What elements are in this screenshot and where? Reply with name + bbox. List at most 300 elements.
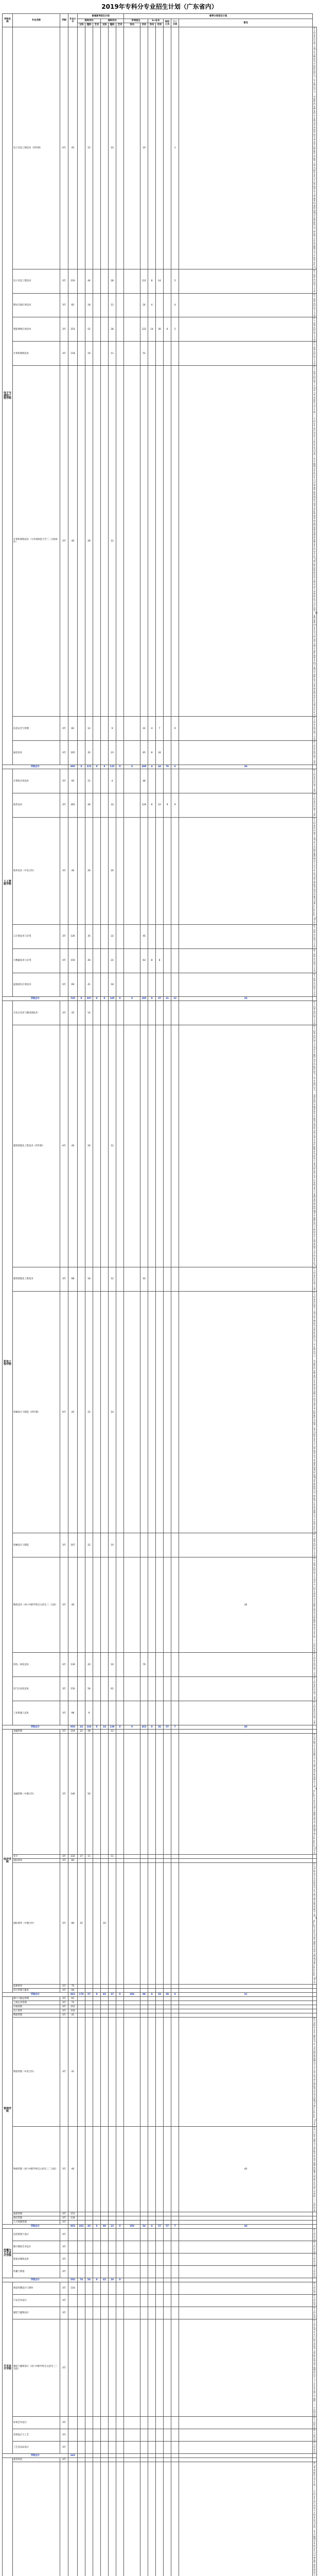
- plan-cell: [164, 2417, 171, 2429]
- plan-cell: [164, 924, 171, 948]
- plan-cell: [148, 2005, 156, 2009]
- plan-cell: [179, 1267, 313, 1291]
- major-subtotal: 212: [68, 2005, 78, 2009]
- plan-cell: [164, 2266, 171, 2278]
- study-years: [60, 2462, 68, 2576]
- plan-cell: [148, 2295, 156, 2307]
- study-years: 3年: [60, 769, 68, 793]
- plan-cell: [140, 2282, 148, 2295]
- plan-cell: [171, 817, 179, 924]
- notes-cell: ①与华南师范大学开展三二分段专升本应用型人才培养试点，完成三年学期满学业的学生可以参加考核选拔，符合: [313, 2462, 317, 2576]
- plan-cell: [101, 293, 109, 317]
- plan-cell: [171, 1291, 179, 1533]
- plan-cell: [140, 1984, 148, 1988]
- plan-cell: [101, 948, 109, 973]
- notes-cell: [313, 1725, 317, 1729]
- plan-cell: 0: [171, 1992, 179, 1996]
- plan-cell: [124, 2221, 140, 2225]
- plan-cell: [140, 2216, 148, 2221]
- plan-cell: [78, 2462, 85, 2576]
- plan-cell: [116, 717, 124, 741]
- plan-cell: [101, 793, 109, 818]
- plan-cell: [116, 2126, 124, 2212]
- plan-cell: [101, 1855, 109, 1859]
- plan-cell: [171, 1677, 179, 1701]
- plan-cell: [148, 2429, 156, 2442]
- plan-cell: [156, 2319, 164, 2417]
- plan-cell: [124, 1291, 140, 1533]
- plan-cell: [85, 1984, 93, 1988]
- plan-cell: [116, 817, 124, 924]
- plan-cell: [156, 1653, 164, 1677]
- major-subtotal: 150: [68, 2009, 78, 2013]
- plan-cell: [101, 2253, 109, 2266]
- plan-cell: [93, 948, 101, 973]
- plan-cell: 37: [78, 1855, 85, 1859]
- plan-cell: [148, 2229, 156, 2241]
- major-subtotal: 165: [68, 741, 78, 765]
- study-years: 3年: [60, 1733, 68, 1854]
- major-name: 数控技术（对口中职学校自主招生三二分段）: [13, 1557, 60, 1653]
- plan-cell: [140, 2009, 148, 2013]
- plan-cell: [101, 1677, 109, 1701]
- plan-cell: [179, 1863, 313, 1984]
- subtotal-count: 502: [68, 2278, 78, 2282]
- plan-cell: 12: [109, 1729, 116, 1733]
- plan-cell: [124, 2458, 140, 2462]
- plan-cell: 98: [140, 1992, 148, 1996]
- major-name: 社区管理与服务: [13, 1988, 60, 1992]
- major-subtotal: [68, 2221, 78, 2225]
- plan-cell: [156, 973, 164, 997]
- plan-cell: [179, 741, 313, 765]
- plan-cell: 12: [171, 997, 179, 1001]
- major-subtotal: 134: [68, 2216, 78, 2221]
- study-years: 3年: [60, 293, 68, 317]
- notes-cell: ①不招色盲: [313, 2241, 317, 2253]
- plan-cell: [101, 1733, 109, 1854]
- plan-cell: [93, 2221, 101, 2225]
- major-subtotal: 86: [68, 1863, 78, 1984]
- plan-cell: [179, 1533, 313, 1557]
- major-name: 金融管理（中澳合作）: [13, 1733, 60, 1854]
- plan-cell: [156, 2429, 164, 2442]
- plan-cell: [93, 1984, 101, 1988]
- plan-cell: [78, 27, 85, 269]
- plan-cell: [140, 1996, 148, 2001]
- plan-cell: [93, 1863, 101, 1984]
- plan-cell: [164, 2221, 171, 2225]
- plan-cell: [124, 2454, 140, 2458]
- plan-cell: [116, 1001, 124, 1025]
- plan-cell: 0: [124, 1725, 140, 1729]
- plan-cell: [148, 2454, 156, 2458]
- major-name: 建筑智能化工程技术（四年制）: [13, 1025, 60, 1267]
- plan-cell: [116, 1267, 124, 1291]
- plan-cell: [78, 2429, 85, 2442]
- plan-cell: [140, 1855, 148, 1859]
- plan-cell: [171, 2278, 179, 2282]
- plan-cell: [116, 924, 124, 948]
- plan-cell: [116, 2442, 124, 2454]
- plan-cell: [116, 2229, 124, 2241]
- plan-cell: [140, 1859, 148, 1863]
- plan-cell: [124, 2417, 140, 2429]
- plan-cell: [148, 2009, 156, 2013]
- major-name: 软件技术（中美合作）: [13, 817, 60, 924]
- plan-cell: 285: [140, 997, 148, 1001]
- plan-cell: [116, 2458, 124, 2462]
- table-row: [3, 1859, 317, 1863]
- plan-cell: [116, 2319, 124, 2417]
- plan-cell: [140, 2266, 148, 2278]
- plan-cell: [179, 2307, 313, 2319]
- major-name: 机械设计与制造: [13, 1533, 60, 1557]
- plan-cell: [140, 2458, 148, 2462]
- plan-cell: [171, 2017, 179, 2126]
- plan-cell: [179, 2229, 313, 2241]
- plan-cell: 5: [171, 317, 179, 342]
- plan-cell: 11: [85, 1855, 93, 1859]
- plan-cell: [171, 973, 179, 997]
- plan-cell: [164, 2241, 171, 2253]
- major-subtotal: 126: [68, 924, 78, 948]
- plan-cell: [85, 2005, 93, 2009]
- notes-cell: ①只录取有专业志愿考生；②与澳大利亚新南威尔士州（TAFE）合作办学，部分课程采用英文授课，学费19000元/学年: [313, 1733, 317, 1854]
- major-name: 国际商务: [13, 1859, 60, 1863]
- plan-cell: [171, 1859, 179, 1863]
- plan-cell: [101, 1533, 109, 1557]
- study-years: 3年: [60, 2221, 68, 2225]
- plan-cell: [156, 366, 164, 717]
- plan-cell: [140, 2462, 148, 2576]
- plan-cell: 1: [171, 27, 179, 269]
- plan-cell: [179, 2009, 313, 2013]
- header-subtotal: 专业小计: [68, 14, 78, 27]
- plan-cell: [116, 2429, 124, 2442]
- plan-cell: [93, 924, 101, 948]
- major-name: 人力资源管理: [13, 2221, 60, 2225]
- plan-cell: [93, 1733, 101, 1854]
- plan-cell: [124, 793, 140, 818]
- plan-cell: [156, 2417, 164, 2429]
- notes-cell: [313, 2212, 317, 2216]
- plan-cell: [101, 2442, 109, 2454]
- plan-cell: 28: [85, 366, 93, 717]
- plan-cell: [109, 1996, 116, 2001]
- plan-cell: [140, 973, 148, 997]
- plan-cell: [78, 1859, 85, 1863]
- plan-cell: 463: [140, 1725, 148, 1729]
- major-subtotal: [68, 2417, 78, 2429]
- plan-cell: 207: [85, 997, 93, 1001]
- major-subtotal: 139: [68, 1653, 78, 1677]
- table-row: [3, 2429, 317, 2442]
- plan-cell: 9: [164, 793, 171, 818]
- major-subtotal: 151: [68, 2212, 78, 2216]
- plan-cell: [179, 1701, 313, 1725]
- plan-cell: 19: [109, 2278, 116, 2282]
- plan-cell: [148, 1267, 156, 1291]
- plan-cell: [101, 2462, 109, 2576]
- plan-cell: [124, 1025, 140, 1267]
- plan-cell: [101, 2241, 109, 2253]
- major-name: 物流管理（中美合作）: [13, 2017, 60, 2126]
- plan-cell: [109, 2458, 116, 2462]
- plan-cell: [171, 2216, 179, 2221]
- plan-cell: [78, 2282, 85, 2295]
- plan-cell: 79: [140, 1653, 148, 1677]
- major-subtotal: 40: [68, 817, 78, 924]
- plan-cell: [93, 2212, 101, 2216]
- plan-cell: [171, 1267, 179, 1291]
- plan-cell: [93, 2282, 101, 2295]
- notes-cell: ①不招色盲: [313, 2295, 317, 2307]
- plan-cell: [85, 2241, 93, 2253]
- study-years: 3年: [60, 741, 68, 765]
- plan-cell: [140, 1729, 148, 1733]
- plan-cell: 10: [109, 27, 116, 269]
- plan-cell: 9: [171, 717, 179, 741]
- major-subtotal: 41: [68, 2017, 78, 2126]
- plan-cell: [179, 2278, 313, 2282]
- plan-cell: [179, 1677, 313, 1701]
- plan-cell: [116, 2417, 124, 2429]
- plan-cell: [109, 2253, 116, 2266]
- study-years: 3年: [60, 924, 68, 948]
- notes-cell: [313, 1996, 317, 2001]
- major-name: [13, 2462, 60, 2576]
- plan-cell: [124, 2009, 140, 2013]
- plan-cell: [140, 1677, 148, 1701]
- plan-cell: [164, 27, 171, 269]
- study-years: 3年: [60, 2001, 68, 2005]
- plan-cell: [124, 2295, 140, 2307]
- plan-cell: [124, 2429, 140, 2442]
- plan-cell: 46: [140, 769, 148, 793]
- plan-cell: [148, 2417, 156, 2429]
- table-row: [3, 2126, 317, 2212]
- major-name: 产品艺术设计: [13, 2295, 60, 2307]
- plan-cell: [124, 1267, 140, 1291]
- plan-cell: [140, 1025, 148, 1267]
- study-years: 3年: [60, 2295, 68, 2307]
- plan-cell: 20: [85, 1653, 93, 1677]
- plan-cell: 14: [85, 1001, 93, 1025]
- plan-cell: 42: [101, 2278, 109, 2282]
- plan-cell: [164, 1001, 171, 1025]
- plan-cell: 8: [148, 948, 156, 973]
- plan-cell: [164, 342, 171, 366]
- plan-cell: [171, 1988, 179, 1992]
- plan-cell: [85, 2458, 93, 2462]
- plan-cell: [164, 2278, 171, 2282]
- plan-cell: [148, 2282, 156, 2295]
- plan-cell: [171, 1855, 179, 1859]
- plan-cell: [179, 2462, 313, 2576]
- plan-cell: [171, 1863, 179, 1984]
- major-name: 大数据技术与应用: [13, 948, 60, 973]
- plan-cell: 0: [116, 1725, 124, 1729]
- plan-cell: [101, 2282, 109, 2295]
- plan-cell: [101, 2458, 109, 2462]
- plan-cell: [109, 2212, 116, 2216]
- table-row: [3, 2005, 317, 2009]
- plan-cell: 49: [85, 793, 93, 818]
- major-subtotal: 75: [68, 1984, 78, 1988]
- plan-cell: [78, 2001, 85, 2005]
- study-years: 3年: [60, 2266, 68, 2278]
- header-years: 学制: [60, 14, 68, 27]
- plan-cell: 40: [179, 1557, 313, 1653]
- plan-cell: [85, 2253, 93, 2266]
- plan-cell: 0: [101, 765, 109, 769]
- plan-cell: 12: [109, 1267, 116, 1291]
- table-row: [3, 769, 317, 793]
- header-notes: 备注: [179, 19, 313, 27]
- notes-cell: [313, 2001, 317, 2005]
- plan-cell: [164, 2005, 171, 2009]
- plan-cell: [148, 1984, 156, 1988]
- plan-cell: [124, 1653, 140, 1677]
- plan-cell: [171, 2229, 179, 2241]
- plan-cell: [140, 2013, 148, 2017]
- plan-cell: [179, 2241, 313, 2253]
- plan-cell: [101, 1267, 109, 1291]
- notes-cell: ①不招单色识别不全者: [313, 1677, 317, 1701]
- table-row: [3, 817, 317, 924]
- plan-cell: 4: [171, 293, 179, 317]
- plan-cell: [101, 924, 109, 948]
- major-subtotal: 40: [68, 1025, 78, 1267]
- plan-cell: [109, 2282, 116, 2295]
- plan-cell: [78, 2009, 85, 2013]
- plan-cell: [93, 2295, 101, 2307]
- plan-cell: [156, 1267, 164, 1291]
- plan-cell: [124, 2442, 140, 2454]
- plan-cell: [116, 1863, 124, 1984]
- plan-cell: [109, 2241, 116, 2253]
- plan-cell: 57: [85, 1992, 93, 1996]
- study-years: 3年: [60, 366, 68, 717]
- plan-cell: [93, 2266, 101, 2278]
- header-nsz: 深圳市外: [101, 19, 124, 23]
- plan-cell: [156, 817, 164, 924]
- header-sz: 深圳市内: [78, 19, 101, 23]
- plan-cell: [93, 2417, 101, 2429]
- plan-cell: [116, 342, 124, 366]
- major-subtotal: [68, 2266, 78, 2278]
- plan-cell: [85, 2001, 93, 2005]
- plan-cell: [156, 2266, 164, 2278]
- plan-cell: 11: [109, 1855, 116, 1859]
- plan-cell: [148, 2462, 156, 2576]
- plan-cell: [78, 269, 85, 293]
- notes-cell: ①不招单色识别不全者；②对口招生深圳市宝安职业技术学校数控技术专业开展三二分段培养: [313, 1557, 317, 1653]
- plan-cell: 25: [78, 1863, 85, 1984]
- plan-cell: [93, 2241, 101, 2253]
- plan-cell: [116, 1855, 124, 1859]
- plan-cell: 23: [109, 2225, 116, 2229]
- plan-cell: [78, 1988, 85, 1992]
- plan-cell: [101, 1653, 109, 1677]
- plan-cell: [171, 2005, 179, 2009]
- plan-cell: [179, 2417, 313, 2429]
- plan-cell: [109, 1733, 116, 1854]
- plan-cell: [101, 817, 109, 924]
- plan-cell: [171, 2295, 179, 2307]
- study-years: 3年: [60, 2126, 68, 2212]
- plan-cell: [78, 2013, 85, 2017]
- plan-cell: 6: [171, 765, 179, 769]
- plan-cell: 12: [109, 293, 116, 317]
- study-years: 3年: [60, 1859, 68, 1863]
- major-name: 环境艺术设计: [13, 2417, 60, 2429]
- plan-cell: 57: [156, 2225, 164, 2229]
- plan-cell: 129: [140, 793, 148, 818]
- plan-cell: [93, 1025, 101, 1267]
- header-sw: 市外: [140, 23, 148, 27]
- plan-cell: [156, 342, 164, 366]
- notes-cell: ①不招单色识别不全者: [313, 342, 317, 366]
- notes-cell: ①不招色盲: [313, 2307, 317, 2319]
- plan-cell: [164, 1863, 171, 1984]
- study-years: 3年: [60, 1988, 68, 1992]
- notes-cell: ①不招色盲: [313, 2229, 317, 2241]
- plan-cell: [124, 342, 140, 366]
- plan-cell: [116, 1984, 124, 1988]
- major-name: 视觉传播设计与制作: [13, 2282, 60, 2295]
- major-subtotal: [68, 2295, 78, 2307]
- plan-cell: [164, 2013, 171, 2017]
- plan-cell: [124, 2253, 140, 2266]
- plan-cell: [124, 973, 140, 997]
- plan-cell: 24: [156, 741, 164, 765]
- header-lk: 理科: [85, 23, 93, 27]
- plan-cell: [148, 1859, 156, 1863]
- plan-cell: [124, 1533, 140, 1557]
- major-subtotal: 253: [68, 317, 78, 342]
- plan-cell: 11: [109, 342, 116, 366]
- major-name: 酒店管理: [13, 2216, 60, 2221]
- plan-cell: [164, 1859, 171, 1863]
- plan-cell: 8: [148, 741, 156, 765]
- study-years: 3年: [60, 2009, 68, 2013]
- plan-cell: 28: [109, 269, 116, 293]
- major-name: 商务英语: [13, 2458, 60, 2462]
- plan-cell: [101, 27, 109, 269]
- plan-cell: 105: [109, 997, 116, 1001]
- plan-cell: 63: [140, 948, 148, 973]
- plan-cell: [78, 2212, 85, 2216]
- plan-cell: [116, 2001, 124, 2005]
- plan-cell: [148, 1988, 156, 1992]
- plan-cell: 0: [116, 765, 124, 769]
- plan-cell: [93, 1996, 101, 2001]
- plan-cell: [78, 2216, 85, 2221]
- plan-cell: 30: [179, 765, 313, 769]
- subtotal-label: 学院合计: [3, 2278, 68, 2282]
- plan-cell: [156, 1557, 164, 1653]
- plan-cell: [124, 1855, 140, 1859]
- plan-cell: [156, 27, 164, 269]
- plan-cell: [140, 1533, 148, 1557]
- plan-cell: [93, 2216, 101, 2221]
- plan-cell: [124, 1984, 140, 1988]
- plan-cell: [93, 2229, 101, 2241]
- table-row: [3, 2212, 317, 2216]
- plan-cell: [116, 2009, 124, 2013]
